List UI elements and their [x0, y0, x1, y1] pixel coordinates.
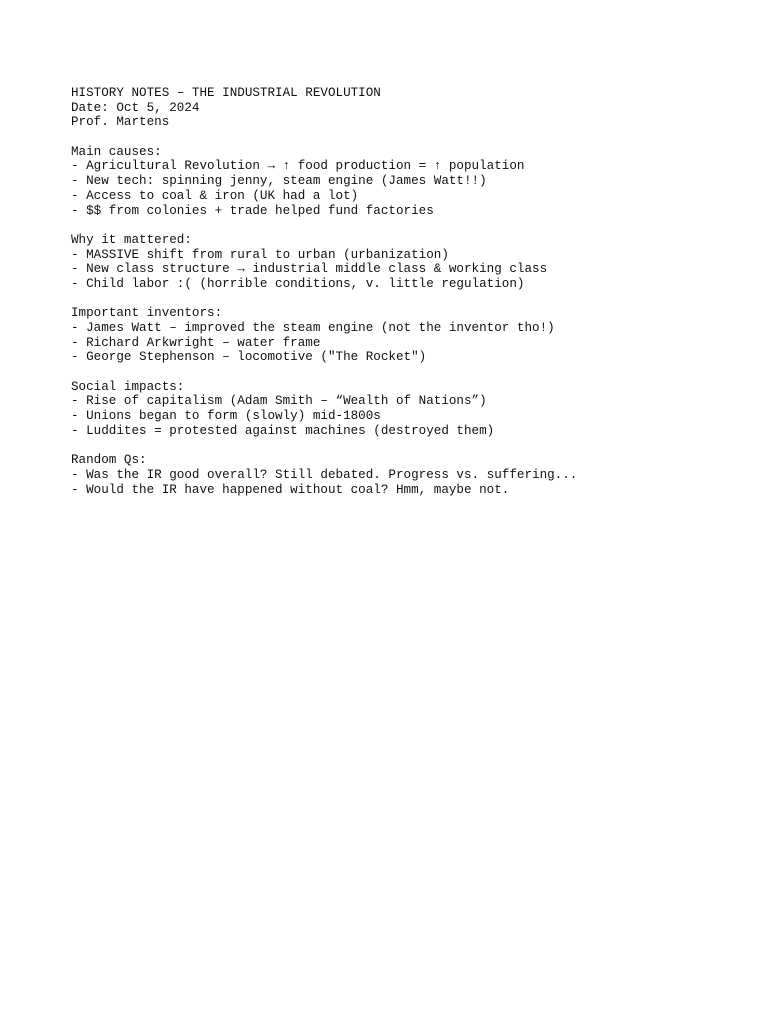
section-heading: Main causes: [71, 144, 162, 159]
section-heading: Important inventors: [71, 306, 223, 321]
section-heading: Social impacts: [71, 379, 185, 394]
notes-professor: Prof. Martens [71, 115, 170, 130]
list-item: - MASSIVE shift from rural to urban (urbanization) [71, 247, 449, 262]
section-random-qs [71, 453, 751, 497]
list-item: - New tech: spinning jenny, steam engine (James Watt!!) [71, 174, 487, 189]
notes-document [71, 86, 751, 497]
list-item: - Access to coal & iron (UK had a lot) [71, 188, 359, 203]
notes-title: HISTORY NOTES – THE INDUSTRIAL REVOLUTION [71, 86, 381, 100]
section-heading: Why it mattered: [71, 232, 192, 247]
list-item: - $$ from colonies + trade helped fund factories [71, 203, 434, 218]
list-item: - Agricultural Revolution → ↑ food production = ↑ population [71, 159, 525, 174]
notes-date: Date: Oct 5, 2024 [71, 100, 200, 115]
list-item: - Unions began to form (slowly) mid-1800s [71, 409, 381, 424]
list-item: - Was the IR good overall? Still debated. Progress vs. suffering... [71, 467, 578, 482]
section-social-impacts [71, 380, 751, 439]
section-important-inventors [71, 306, 751, 365]
list-item: - George Stephenson – locomotive ("The Rocket") [71, 350, 427, 365]
list-item: - Child labor :( (horrible conditions, v. little regulation) [71, 276, 525, 291]
notes-header [71, 86, 751, 130]
list-item: - James Watt – improved the steam engine (not the inventor tho!) [71, 321, 555, 335]
section-why-it-mattered [71, 233, 751, 292]
list-item: - Would the IR have happened without coal? Hmm, maybe not. [71, 482, 510, 497]
list-item: - Richard Arkwright – water frame [71, 335, 321, 350]
list-item: - Rise of capitalism (Adam Smith – “Wealth of Nations”) [71, 394, 487, 409]
section-main-causes [71, 145, 751, 218]
section-heading: Random Qs: [71, 453, 147, 468]
list-item: - New class structure → industrial middle class & working class [71, 262, 548, 277]
list-item: - Luddites = protested against machines (destroyed them) [71, 423, 495, 438]
